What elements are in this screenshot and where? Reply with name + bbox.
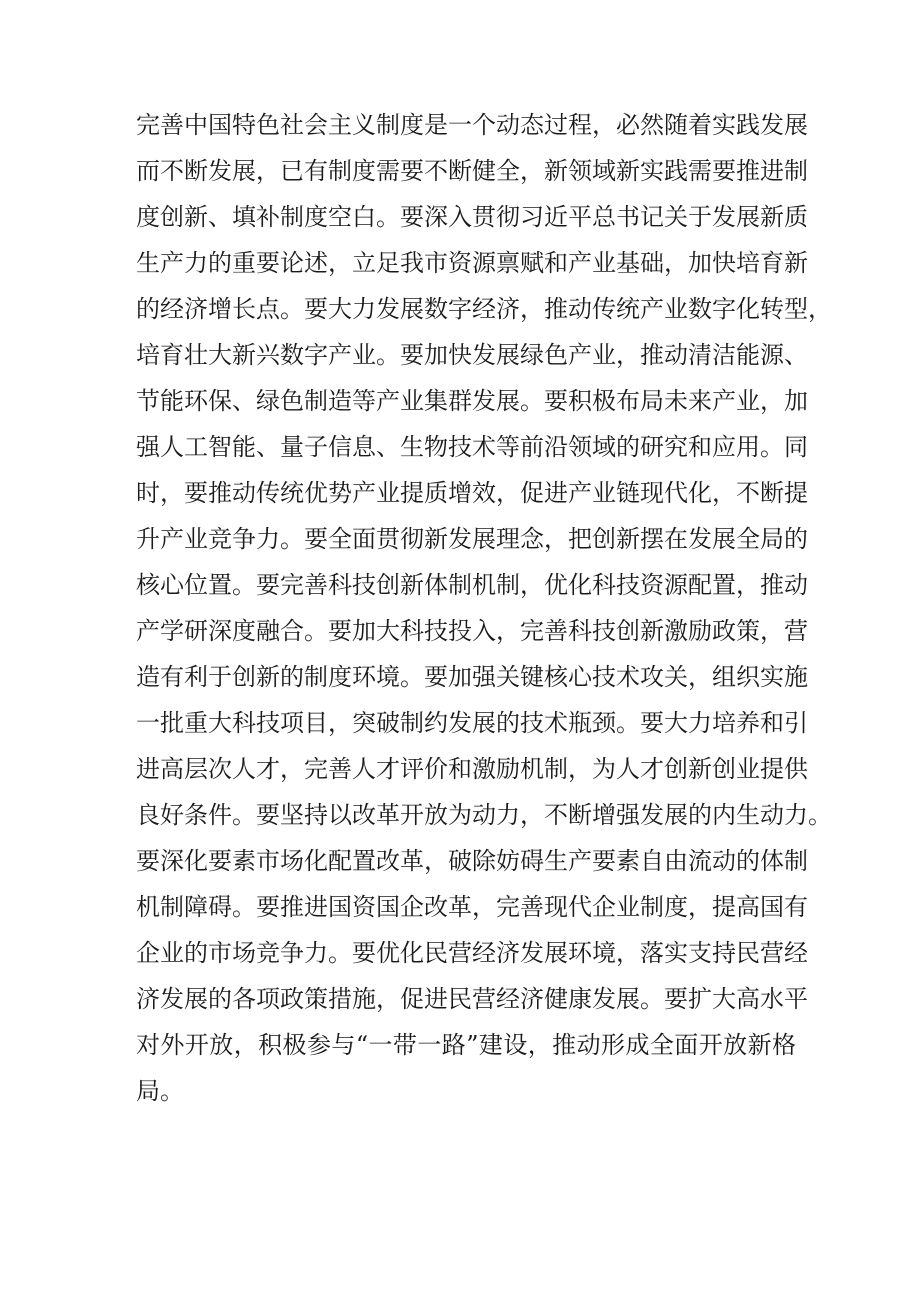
text-line: 完善中国特色社会主义制度是一个动态过程，必然随着实践发展 [136, 111, 808, 139]
text-line: 的经济增长点。要大力发展数字经济，推动传统产业数字化转型， [136, 295, 832, 323]
body-paragraph [136, 102, 832, 1114]
text-line: 一批重大科技项目，突破制约发展的技术瓶颈。要大力培养和引 [136, 709, 808, 737]
text-line: 产学研深度融合。要加大科技投入，完善科技创新激励政策，营 [136, 617, 808, 645]
text-line: 企业的市场竞争力。要优化民营经济发展环境，落实支持民营经 [136, 939, 808, 967]
text-line: 生产力的重要论述，立足我市资源禀赋和产业基础，加快培育新 [136, 249, 808, 277]
text-line: 升产业竞争力。要全面贯彻新发展理念，把创新摆在发展全局的 [136, 525, 808, 553]
text-line: 要深化要素市场化配置改革，破除妨碍生产要素自由流动的体制 [136, 847, 808, 875]
text-line: 造有利于创新的制度环境。要加强关键核心技术攻关，组织实施 [136, 663, 808, 691]
text-line: 度创新、填补制度空白。要深入贯彻习近平总书记关于发展新质 [136, 203, 808, 231]
text-line: 良好条件。要坚持以改革开放为动力，不断增强发展的内生动力。 [136, 801, 832, 829]
text-line: 机制障碍。要推进国资国企改革，完善现代企业制度，提高国有 [136, 893, 808, 921]
text-line: 强人工智能、量子信息、生物技术等前沿领域的研究和应用。同 [136, 433, 808, 461]
text-line: 时，要推动传统优势产业提质增效，促进产业链现代化，不断提 [136, 479, 808, 507]
text-line: 节能环保、绿色制造等产业集群发展。要积极布局未来产业，加 [136, 387, 808, 415]
text-line-last: 局。 [136, 1077, 184, 1105]
text-line: 而不断发展，已有制度需要不断健全，新领域新实践需要推进制 [136, 157, 808, 185]
text-line: 济发展的各项政策措施，促进民营经济健康发展。要扩大高水平 [136, 985, 808, 1013]
text-line: 核心位置。要完善科技创新体制机制，优化科技资源配置，推动 [136, 571, 808, 599]
text-line: 对外开放，积极参与“一带一路”建设，推动形成全面开放新格 [136, 1031, 796, 1059]
text-line: 进高层次人才，完善人才评价和激励机制，为人才创新创业提供 [136, 755, 808, 783]
text-line: 培育壮大新兴数字产业。要加快发展绿色产业，推动清洁能源、 [136, 341, 808, 369]
